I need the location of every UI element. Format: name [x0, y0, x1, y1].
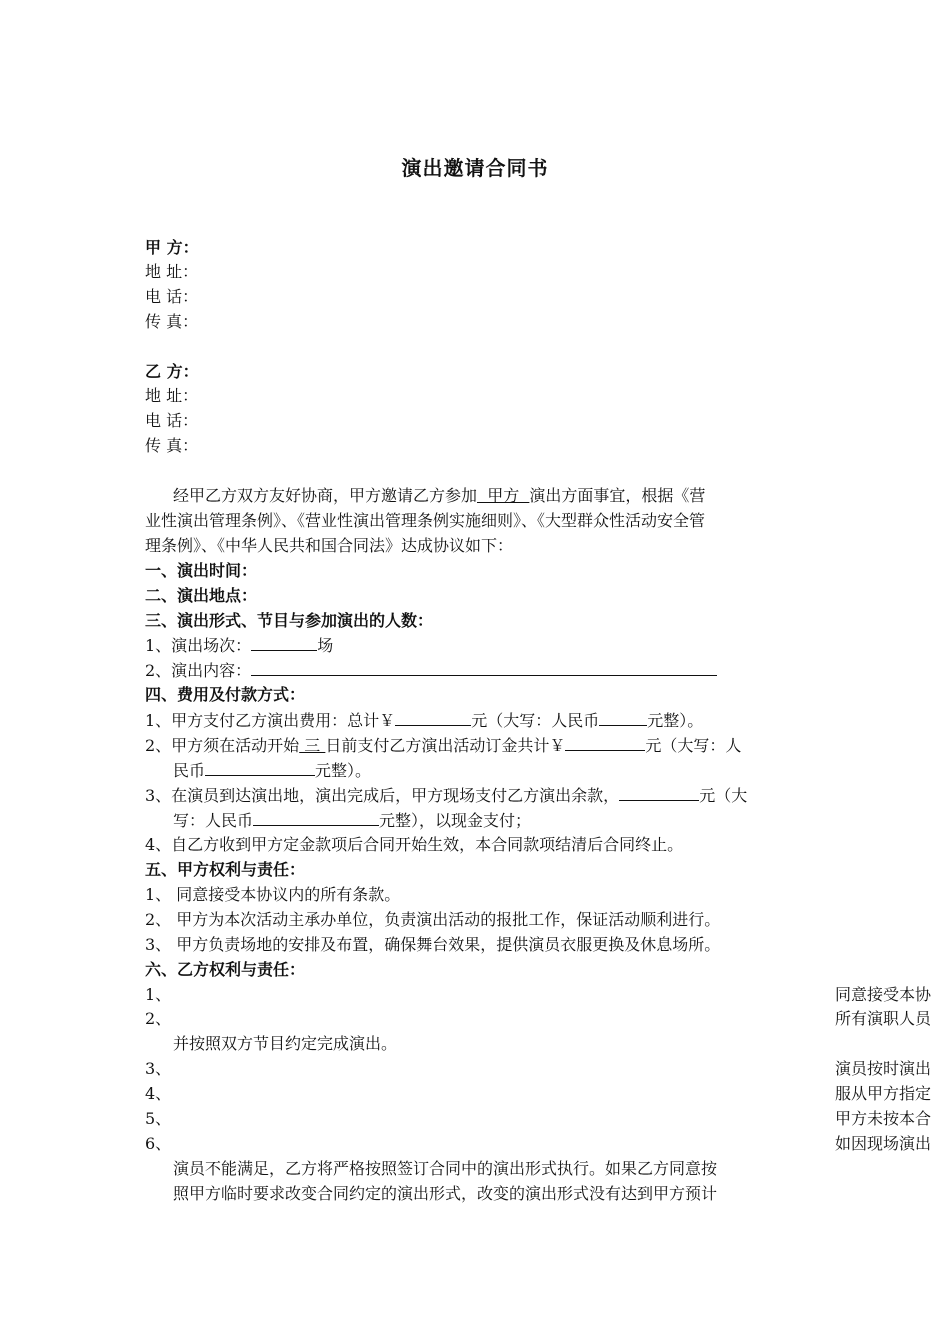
section-4-item-2-cont [173, 758, 371, 783]
section-6-item-6-cont-1: 演员不能满足，乙方将严格按照签订合同中的演出形式执行。如果乙方同意按 [173, 1159, 718, 1178]
section-5-item-1: 1、 同意接受本协议内的所有条款。 [145, 885, 401, 904]
section-6-item-1-num: 1、 [145, 985, 172, 1004]
balance-amount-blank [619, 783, 699, 801]
intro-text-b: 演出方面事宜，根据《营 [529, 486, 706, 505]
intro-line-3: 理条例》、《中华人民共和国合同法》达成协议如下： [145, 536, 514, 555]
section-1-heading: 一、演出时间： [145, 561, 258, 580]
section-5-item-2: 2、 甲方为本次活动主承办单位，负责演出活动的报批工作，保证活动顺利进行。 [145, 910, 721, 929]
party-b-fax: 传 真： [145, 436, 199, 455]
section-4-item-3-cont [173, 808, 531, 833]
party-b-label: 乙 方： [145, 362, 199, 381]
section-6-item-3-num: 3、 [145, 1059, 172, 1078]
fee-label: 1、甲方支付乙方演出费用：总计￥ [145, 711, 396, 730]
deposit-days-fill: 三 [299, 736, 326, 755]
section-6-item-6-cont-2: 照甲方临时要求改变合同约定的演出形式，改变的演出形式没有达到甲方预计 [173, 1184, 718, 1203]
balance-rmb-label: 写：人民币 [173, 811, 254, 830]
shows-unit: 场 [317, 636, 334, 655]
fee-end: 元整）。 [647, 711, 704, 730]
section-6-item-5-num: 5、 [145, 1109, 172, 1128]
section-6-item-3-text: 演员按时演出 [835, 1059, 932, 1078]
fee-amount-blank [395, 708, 471, 726]
section-6-item-4-num: 4、 [145, 1084, 172, 1103]
party-a-phone: 电 话： [145, 287, 199, 306]
content-blank [251, 658, 717, 676]
deposit-text-c: 元（大写：人 [645, 736, 742, 755]
deposit-text-b: 日前支付乙方演出活动订金共计￥ [325, 736, 566, 755]
section-4-item-1 [145, 708, 703, 733]
section-3-item-2 [145, 658, 717, 683]
intro-event-fill: 甲方 [477, 486, 530, 505]
section-2-heading: 二、演出地点： [145, 586, 258, 605]
intro-line-2: 业性演出管理条例》、《营业性演出管理条例实施细则》、《大型群众性活动安全管 [145, 511, 706, 530]
section-6-item-2-text: 所有演职人员 [835, 1009, 932, 1028]
party-b-phone: 电 话： [145, 411, 199, 430]
section-6-item-2-num: 2、 [145, 1009, 172, 1028]
section-4-item-4: 4、自乙方收到甲方定金款项后合同开始生效，本合同款项结清后合同终止。 [145, 835, 684, 854]
balance-text-a: 3、在演员到达演出地，演出完成后，甲方现场支付乙方演出余款， [145, 786, 620, 805]
section-6-item-6-num: 6、 [145, 1134, 172, 1153]
deposit-end: 元整）。 [315, 761, 372, 780]
party-b-address: 地 址： [145, 386, 199, 405]
section-4-heading: 四、费用及付款方式： [145, 685, 306, 704]
section-5-item-3: 3、 甲方负责场地的安排及布置，确保舞台效果，提供演员衣服更换及休息场所。 [145, 935, 721, 954]
deposit-amount-blank [565, 733, 645, 751]
party-a-label: 甲 方： [145, 238, 199, 257]
section-6-item-5-text: 甲方未按本合 [835, 1109, 932, 1128]
section-3-heading: 三、演出形式、节目与参加演出的人数： [145, 611, 434, 630]
balance-text-b: 元（大 [699, 786, 748, 805]
section-6-item-4-text: 服从甲方指定 [835, 1084, 932, 1103]
section-4-item-3 [145, 783, 747, 808]
content-label: 2、演出内容： [145, 661, 252, 680]
section-5-heading: 五、甲方权利与责任： [145, 860, 306, 879]
fee-capital-label: 元（大写：人民币 [471, 711, 600, 730]
section-6-heading: 六、乙方权利与责任： [145, 960, 306, 979]
fee-capital-blank [599, 708, 647, 726]
balance-capital-blank [253, 808, 379, 826]
shows-label: 1、演出场次： [145, 636, 252, 655]
party-a-fax: 传 真： [145, 312, 199, 331]
document-title: 演出邀请合同书 [401, 156, 549, 180]
party-a-address: 地 址： [145, 262, 199, 281]
intro-line-1 [173, 484, 705, 508]
deposit-capital-blank [205, 758, 315, 776]
section-6-item-1-text: 同意接受本协 [835, 985, 932, 1004]
section-6-item-2-cont: 并按照双方节目约定完成演出。 [173, 1034, 398, 1053]
intro-text-a: 经甲乙方双方友好协商，甲方邀请乙方参加 [173, 486, 478, 505]
shows-blank [251, 633, 317, 651]
section-3-item-1 [145, 633, 333, 658]
balance-end: 元整），以现金支付； [379, 811, 532, 830]
section-6-item-6-text: 如因现场演出 [835, 1134, 932, 1153]
section-4-item-2 [145, 733, 741, 758]
deposit-rmb-label: 民币 [173, 761, 206, 780]
deposit-text-a: 2、甲方须在活动开始 [145, 736, 300, 755]
